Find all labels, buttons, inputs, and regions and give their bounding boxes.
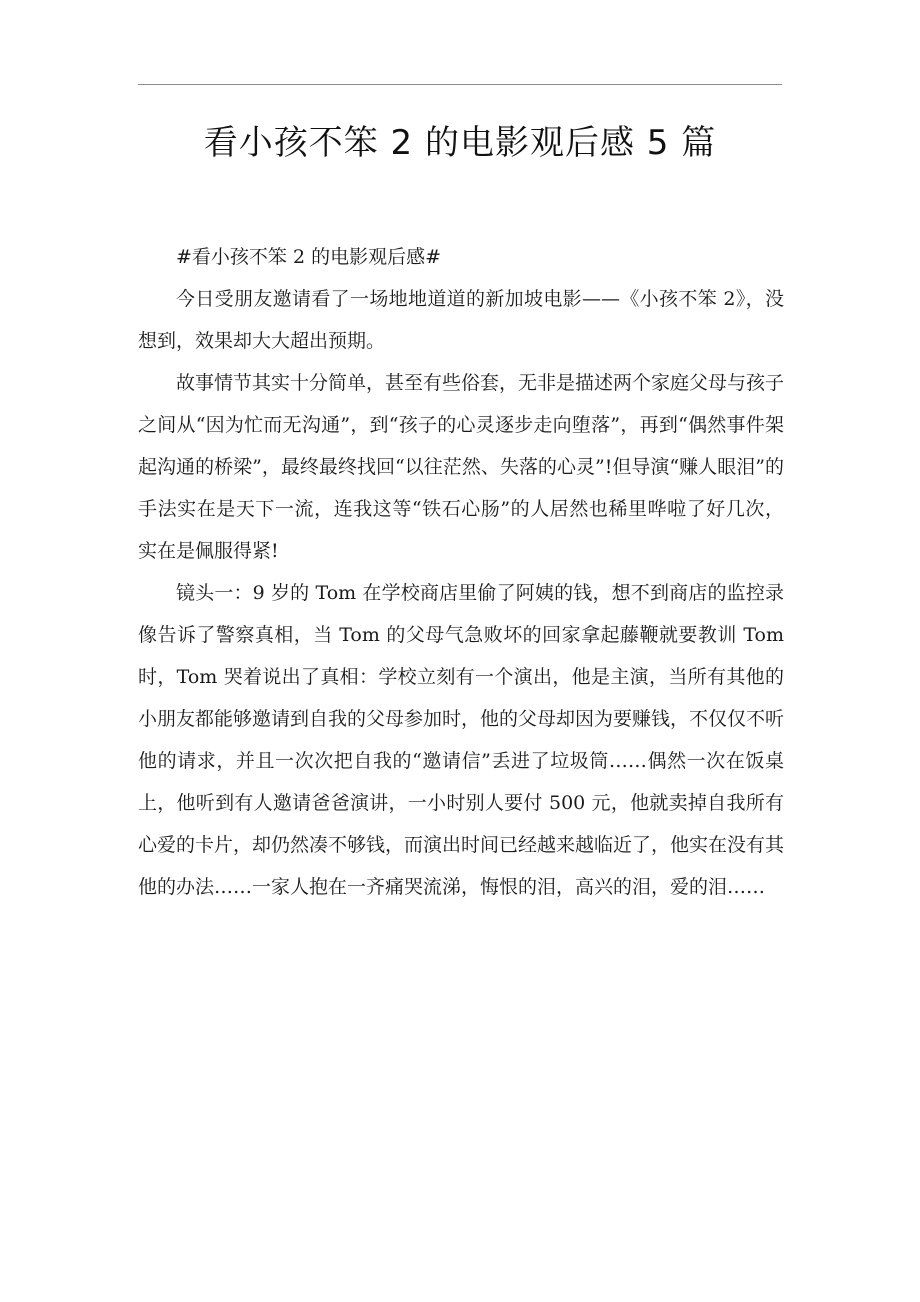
intro-paragraph: 今日受朋友邀请看了一场地地道道的新加坡电影——《小孩不笨 2》，没想到，效果却大大超出预期。 [138, 288, 784, 352]
hashtag-paragraph: #看小孩不笨 2 的电影观后感# [176, 246, 442, 268]
document-body [138, 236, 784, 908]
plot-paragraph: 故事情节其实十分简单，甚至有些俗套，无非是描述两个家庭父母与孩子之间从“因为忙而无沟通”，到“孩子的心灵逐步走向堕落”，再到“偶然事件架起沟通的桥梁”，最终最终找回“以往茫然、失落的心灵”!但导演“赚人眼泪”的手法实在是天下一流，连我这等“铁石心肠”的人居然也稀里哗啦了好几次，实在是佩服得紧! [138, 372, 785, 562]
document-title: 看小孩不笨 2 的电影观后感 5 篇 [203, 123, 717, 163]
header-rule [138, 84, 782, 85]
scene-one-paragraph: 镜头一：9 岁的 Tom 在学校商店里偷了阿姨的钱，想不到商店的监控录像告诉了警察真相，当 Tom 的父母气急败坏的回家拿起藤鞭就要教训 Tom 时，Tom 哭着说出了真相：学校立刻有一个演出，他是主演，当所有其他的小朋友都能够邀请到自我的父母参加时，他的父母却因为要赚钱，不仅仅不听他的请求，并且一次次把自我的“邀请信”丢进了垃圾筒……偶然一次在饭桌上，他听到有人邀请爸爸演讲，一小时别人要付 500 元，他就卖掉自我所有心爱的卡片，却仍然凑不够钱，而演出时间已经越来越临近了，他实在没有其他的办法……一家人抱在一齐痛哭流涕，悔恨的泪，高兴的泪，爱的泪…… [138, 582, 785, 898]
